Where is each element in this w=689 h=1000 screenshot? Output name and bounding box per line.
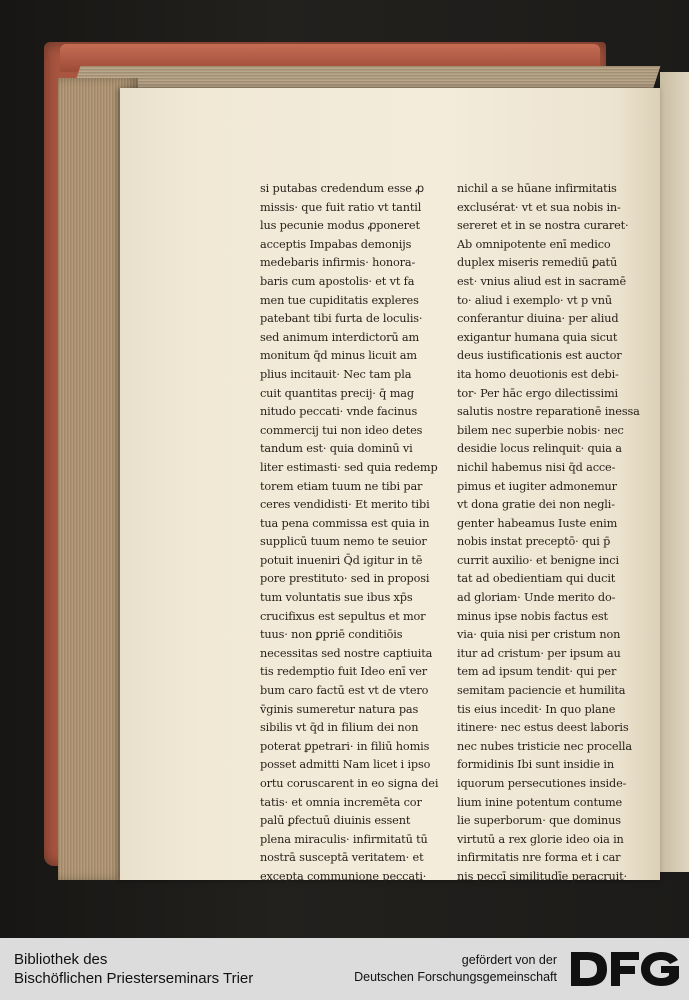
manuscript-line: desidie locus relinquit· quia a	[457, 442, 622, 456]
manuscript-line: missis· que fuit ratio vt tantil	[260, 200, 422, 214]
manuscript-line: itur ad cristum· per ipsum au	[457, 646, 621, 660]
manuscript-line: bilem nec superbie nobis· nec	[457, 423, 624, 437]
dfg-logo	[569, 948, 681, 990]
manuscript-line: palū ꝑfectuū diuinis essent	[260, 814, 411, 828]
manuscript-line: lus pecunie modus ꝓponeret	[260, 219, 420, 233]
manuscript-line: nitudo peccati· vnde facinus	[260, 405, 418, 419]
manuscript-line: tis eius incedit· In quo plane	[457, 702, 616, 716]
manuscript-line: ortu coruscarent in eo signa dei	[260, 777, 439, 790]
manuscript-line: lium inine potentum contume	[457, 795, 623, 809]
manuscript-line: infirmitatis nre forma et i car	[457, 851, 621, 865]
manuscript-line: necessitas sed nostre captiuita	[260, 646, 433, 660]
manuscript-line: lie superborum· que dominus	[457, 814, 621, 828]
manuscript-line: nis peccī similitudīe peracruit·	[457, 869, 627, 883]
manuscript-line: via· quia nisi per cristum non	[457, 628, 621, 642]
manuscript-line: semitam paciencie et humilita	[457, 684, 626, 698]
manuscript-line: tandum est· quia dominū vi	[260, 442, 413, 456]
manuscript-line: deus iustificationis est auctor	[457, 349, 622, 363]
manuscript-line: potuit inueniri Q̄d igitur in tē	[260, 553, 423, 567]
manuscript-line: sibilis vt q̄d in filium dei non	[260, 721, 419, 735]
manuscript-line: tatis· et omnia incremēta cor	[260, 795, 422, 809]
manuscript-line: sed animum interdictorū am	[260, 330, 420, 344]
manuscript-line: monitum q̄d minus licuit am	[260, 349, 417, 363]
manuscript-line: currit auxilio· et benigne inci	[457, 553, 619, 567]
manuscript-line: poterat ꝑpetrari· in filiū homis	[260, 739, 430, 753]
manuscript-line: medebaris infirmis· honora-	[260, 256, 416, 270]
manuscript-line: tum voluntatis sue ibus xp̄s	[260, 591, 413, 605]
manuscript-line: virtutū a rex glorie ideo oia in	[457, 832, 624, 846]
manuscript-line: tis redemptio fuit Ideo enī ver	[260, 665, 427, 679]
manuscript-line: pore prestituto· sed in proposi	[260, 572, 430, 586]
manuscript-line: minus ipse nobis factus est	[457, 609, 608, 623]
manuscript-line: Ab omnipotente enī medico	[457, 237, 611, 251]
manuscript-line: ita homo deuotionis est debi-	[457, 367, 619, 381]
manuscript-line: men tue cupiditatis expleres	[260, 293, 419, 307]
funding-credit	[354, 952, 557, 986]
manuscript-line: salutis nostre reparationē inessa	[457, 405, 640, 419]
manuscript-line: tor· Per hāc ergo dilectissimi	[457, 386, 618, 400]
manuscript-line: tem ad ipsum tendit· qui per	[457, 665, 617, 679]
manuscript-line: exclusérat· vt et sua nobis in-	[457, 200, 621, 214]
manuscript-line: posset admitti Nam licet i ipso	[260, 758, 431, 772]
text-column-left	[260, 180, 438, 887]
manuscript-line: ceres vendidisti· Et merito tibi	[260, 498, 430, 512]
manuscript-line: pimus et iugiter admonemur	[457, 479, 617, 493]
manuscript-line: si putabas credendum esse ꝓ	[260, 182, 424, 195]
manuscript-line: tat ad obedientiam qui ducit	[457, 572, 616, 586]
manuscript-line: vt dona gratie dei non negli-	[457, 498, 615, 512]
manuscript-line: liter estimasti· sed quia redemp	[260, 460, 438, 474]
manuscript-line: formidinis Ibi sunt insidie in	[457, 758, 615, 772]
manuscript-line: supplicū tuum nemo te seuior	[260, 535, 427, 549]
funding-line2: Deutschen Forschungsgemeinschaft	[354, 970, 557, 984]
manuscript-line: excepta communione peccati·	[260, 869, 427, 883]
library-name-line1: Bibliothek des	[14, 951, 108, 968]
manuscript-line: iquorum persecutiones inside-	[457, 777, 627, 790]
manuscript-line: conferantur diuina· per aliud	[457, 312, 619, 326]
manuscript-line: genter habeamus Iuste enim	[457, 516, 618, 530]
facing-page	[660, 72, 689, 872]
manuscript-line: duplex miseris remediū ꝑatū	[457, 256, 618, 270]
manuscript-line: tuus· non ꝑpriē conditiōis	[260, 628, 403, 642]
manuscript-line: baris cum apostolis· et vt fa	[260, 274, 415, 288]
manuscript-line: nostrā susceptā veritatem· et	[260, 851, 424, 865]
manuscript-line: exigantur humana quia sicut	[457, 330, 618, 344]
footer-bar	[0, 938, 689, 1000]
text-column-right	[457, 180, 640, 887]
manuscript-line: cuit quantitas precij· q̄ mag	[260, 386, 414, 400]
library-credit	[14, 950, 253, 988]
manuscript-line: nobis instat preceptō· qui p̄	[457, 535, 611, 549]
manuscript-line: acceptis Impabas demonijs	[260, 237, 412, 251]
manuscript-line: sereret et in se nostra curaret·	[457, 219, 629, 233]
manuscript-line: commercij tui non ideo detes	[260, 423, 423, 437]
funding-line1: gefördert von der	[461, 953, 557, 967]
manuscript-line: plena miraculis· infirmitatū tū	[260, 832, 428, 846]
manuscript-line: nichil habemus nisi q̄d acce-	[457, 460, 616, 474]
library-name-line2: Bischöflichen Priesterseminars Trier	[14, 970, 254, 987]
manuscript-line: to· aliud i exemplo· vt p vnū	[457, 293, 612, 307]
manuscript-line: nec nubes tristicie nec procella	[457, 739, 632, 753]
manuscript-line: patebant tibi furta de loculis·	[260, 312, 423, 326]
manuscript-line: tua pena commissa est quia in	[260, 516, 430, 530]
manuscript-line: ad gloriam· Unde merito do-	[457, 591, 616, 605]
manuscript-line: plius incitauit· Nec tam pla	[260, 367, 412, 381]
manuscript-line: est· vnius aliud est in sacramē	[457, 274, 627, 288]
manuscript-line: torem etiam tuum ne tibi par	[260, 479, 423, 493]
manuscript-line: nichil a se hūane infirmitatis	[457, 182, 617, 195]
manuscript-line: itinere· nec estus deest laboris	[457, 721, 629, 735]
manuscript-line: v̄ginis sumeretur natura pas	[260, 702, 419, 716]
manuscript-line: crucifixus est sepultus et mor	[260, 609, 426, 623]
manuscript-line: bum caro factū est vt de vtero	[260, 684, 429, 698]
